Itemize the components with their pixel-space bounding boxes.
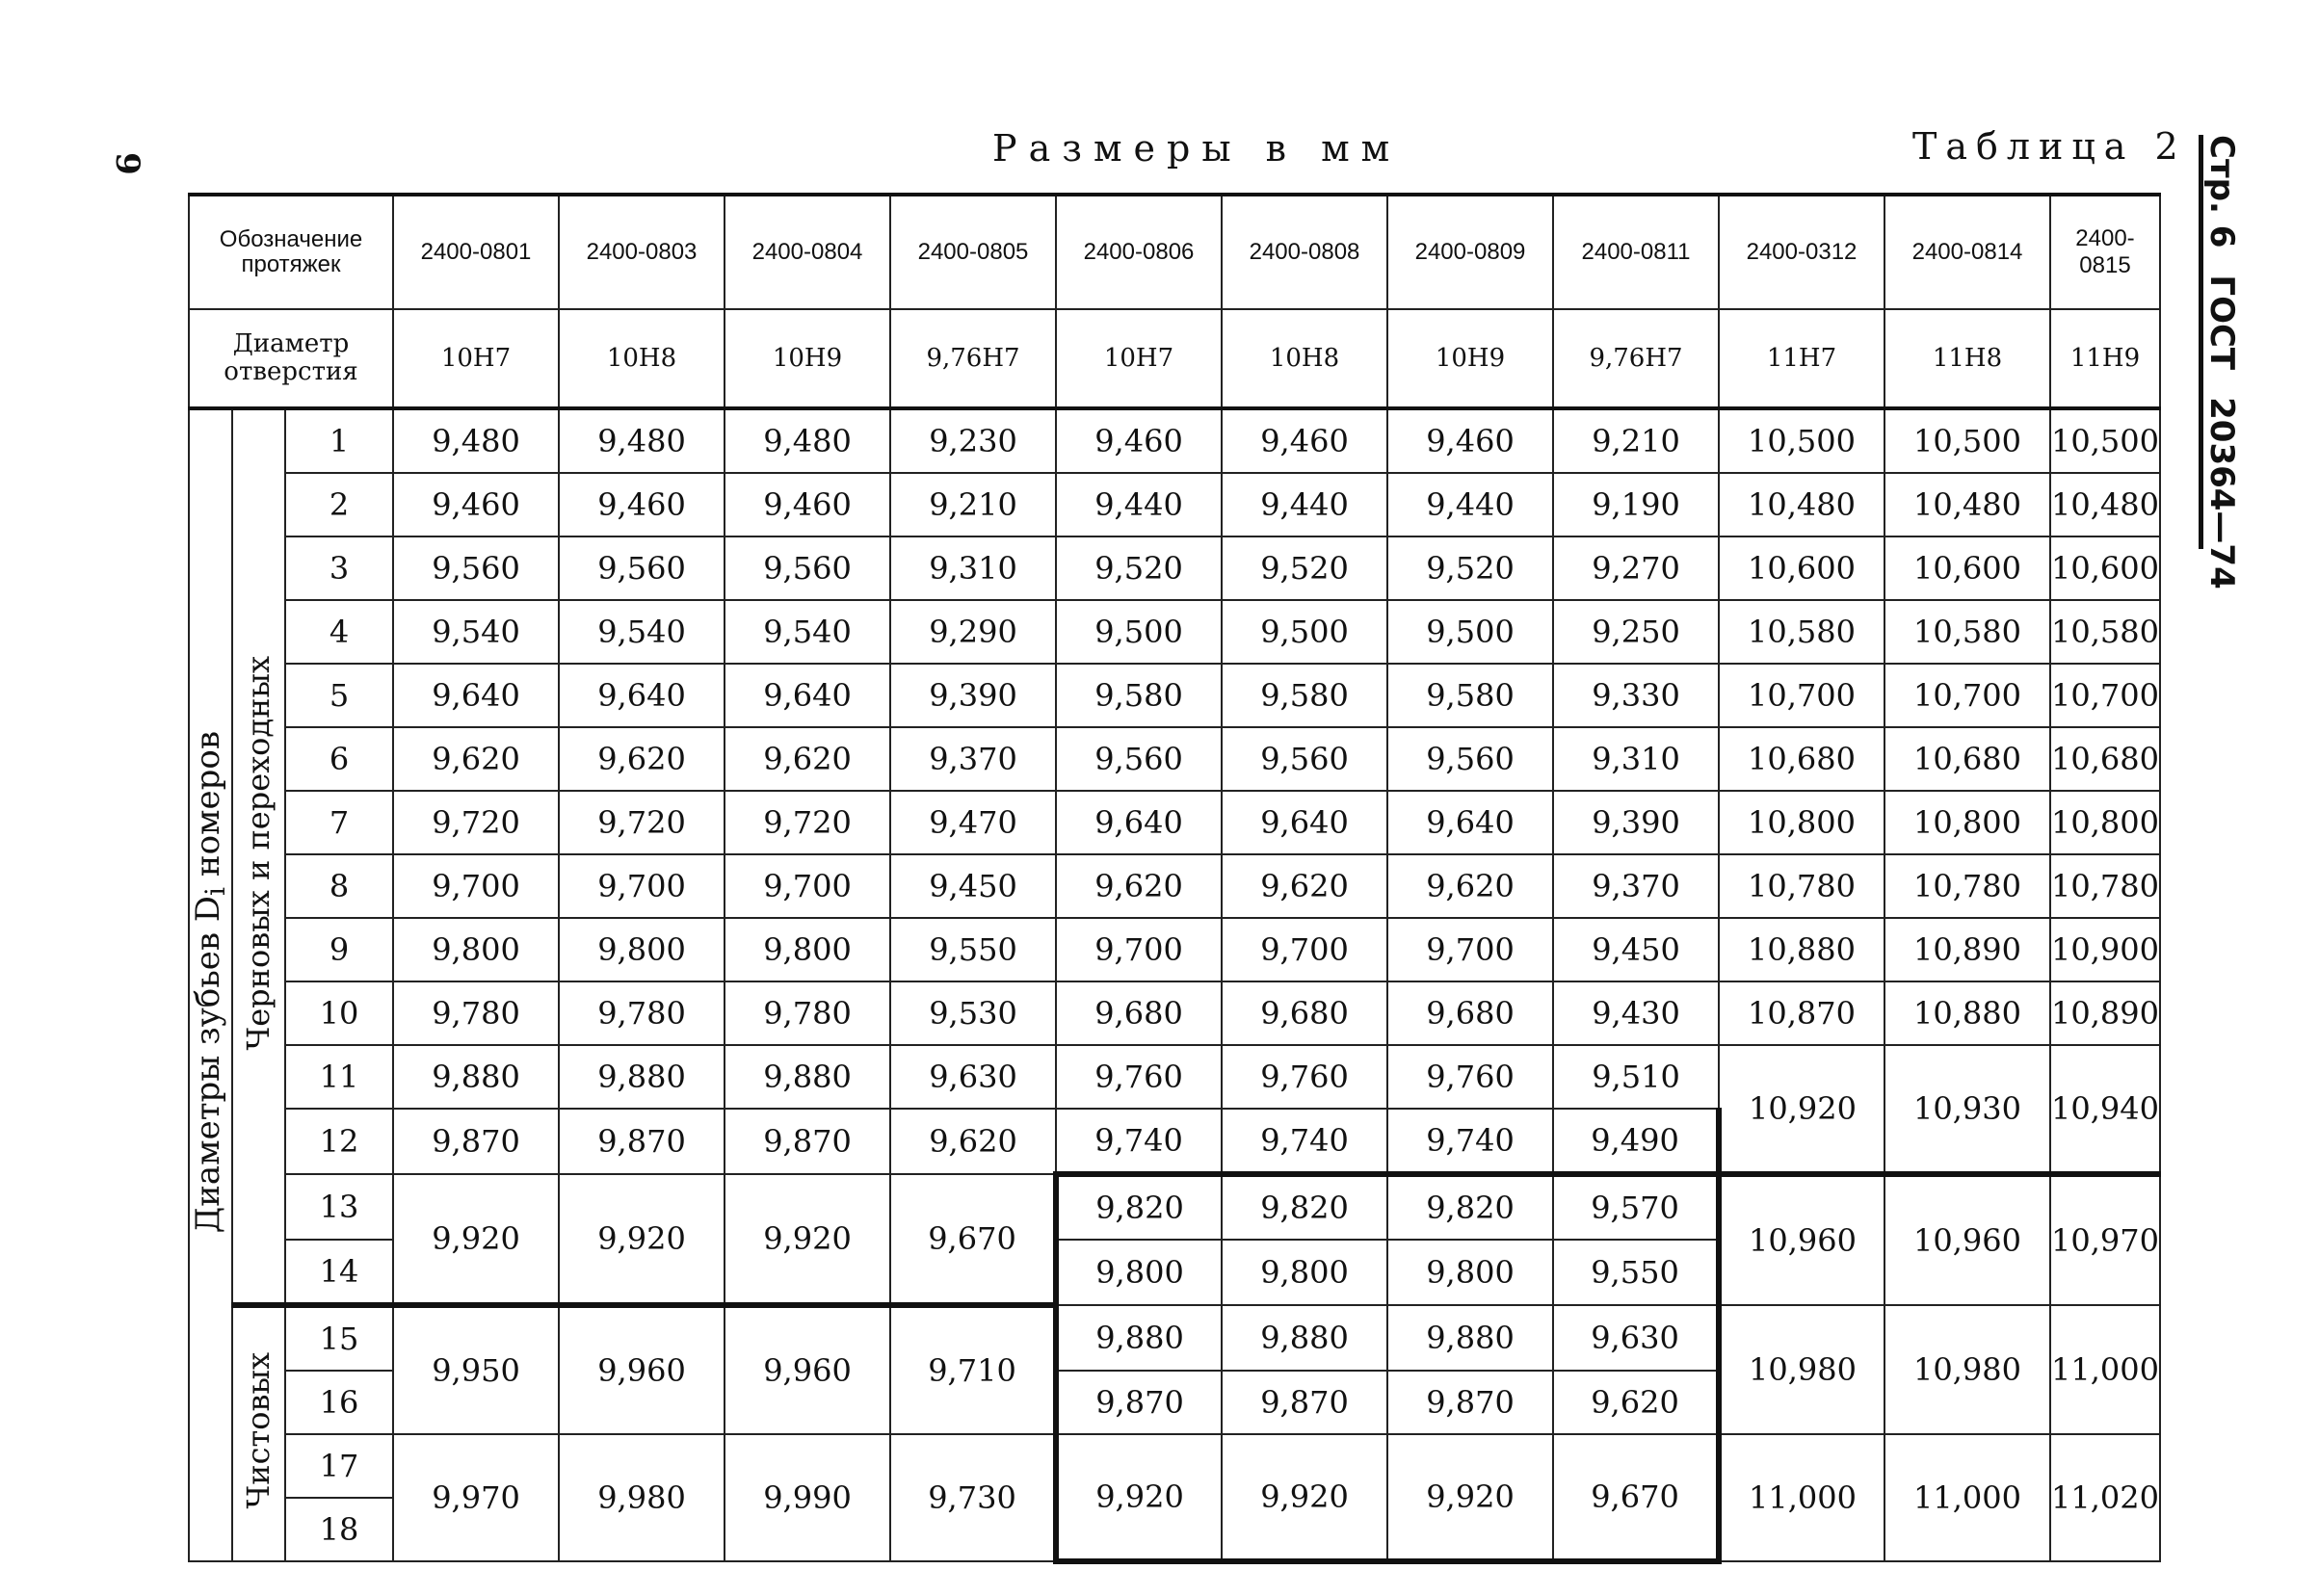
hole-diameter-2: 10H8 [559,309,725,408]
value-cell: 9,560 [1387,727,1553,791]
value-cell-merged: 9,920 [393,1174,559,1305]
value-cell: 9,290 [890,600,1056,664]
value-cell-merged: 10,980 [1719,1305,1884,1434]
table-row [189,1045,2160,1109]
value-cell: 9,740 [1056,1109,1222,1174]
value-cell: 9,190 [1553,473,1719,536]
designation-code-3: 2400-0804 [725,195,890,309]
group-rough-label [232,408,285,1305]
value-cell: 10,500 [1719,408,1884,473]
value-cell: 10,500 [2050,408,2160,473]
value-cell: 9,620 [1387,854,1553,918]
table-row [189,473,2160,536]
value-cell: 9,680 [1387,981,1553,1045]
value-cell: 9,880 [1056,1305,1222,1371]
designation-code-10: 2400-0814 [1884,195,2050,309]
value-cell: 9,580 [1387,664,1553,727]
value-cell-merged: 9,950 [393,1305,559,1434]
value-cell: 9,480 [559,408,725,473]
value-cell: 9,870 [1387,1371,1553,1434]
value-cell: 9,210 [1553,408,1719,473]
value-cell: 9,560 [393,536,559,600]
value-cell: 9,560 [1222,727,1387,791]
designation-code-5: 2400-0806 [1056,195,1222,309]
value-cell: 9,700 [1387,918,1553,981]
value-cell: 9,870 [559,1109,725,1174]
value-cell: 9,370 [1553,854,1719,918]
side-page: Стр. 6 [2202,135,2241,249]
tooth-number: 5 [285,664,393,727]
table-row [189,727,2160,791]
page-number: 9 [107,152,146,175]
value-cell-merged: 11,000 [1884,1434,2050,1561]
value-cell: 10,680 [1719,727,1884,791]
value-cell-merged: 10,970 [2050,1174,2160,1305]
value-cell: 9,870 [1222,1371,1387,1434]
hole-diameter-9: 11H7 [1719,309,1884,408]
value-cell: 9,450 [1553,918,1719,981]
group-all-text [191,731,230,1233]
value-cell-merged: 10,920 [1719,1045,1884,1174]
tooth-number: 8 [285,854,393,918]
value-cell: 9,460 [1222,408,1387,473]
group-rough-text: Черновых и переходных [239,655,277,1051]
value-cell: 9,490 [1553,1109,1719,1174]
value-cell: 9,440 [1056,473,1222,536]
value-cell-merged: 9,960 [725,1305,890,1434]
value-cell: 9,740 [1387,1109,1553,1174]
tooth-number: 13 [285,1174,393,1240]
value-cell: 10,580 [1719,600,1884,664]
hole-diameter-3: 10H9 [725,309,890,408]
value-cell: 9,480 [725,408,890,473]
value-cell: 9,760 [1222,1045,1387,1109]
value-cell-merged: 11,000 [2050,1305,2160,1434]
value-cell: 9,800 [1387,1240,1553,1305]
value-cell: 9,550 [1553,1240,1719,1305]
value-cell: 9,560 [559,536,725,600]
hole-diameter-11: 11H9 [2050,309,2160,408]
table-row [189,918,2160,981]
side-code: 20364—74 [2202,397,2241,589]
value-cell: 9,430 [1553,981,1719,1045]
value-cell: 10,890 [2050,981,2160,1045]
value-cell-merged: 11,000 [1719,1434,1884,1561]
value-cell: 9,870 [1056,1371,1222,1434]
tooth-number: 10 [285,981,393,1045]
value-cell: 9,530 [890,981,1056,1045]
value-cell: 10,800 [1884,791,2050,854]
table-row [189,1305,2160,1371]
value-cell: 9,390 [890,664,1056,727]
value-cell: 9,460 [559,473,725,536]
value-cell-merged: 9,970 [393,1434,559,1561]
value-cell: 9,500 [1056,600,1222,664]
designation-code-7: 2400-0809 [1387,195,1553,309]
value-cell: 9,820 [1056,1174,1222,1240]
value-cell: 9,560 [1056,727,1222,791]
table-row [189,1434,2160,1498]
value-cell: 9,620 [393,727,559,791]
value-cell-merged: 10,960 [1719,1174,1884,1305]
value-cell: 9,620 [1222,854,1387,918]
value-cell: 9,520 [1222,536,1387,600]
value-cell: 9,680 [1056,981,1222,1045]
value-cell: 9,620 [890,1109,1056,1174]
table-caption: Размеры в мм [992,127,1402,170]
value-cell: 9,880 [1387,1305,1553,1371]
table-row [189,981,2160,1045]
value-cell-merged: 10,980 [1884,1305,2050,1434]
sizes-table [188,193,2161,1564]
value-cell: 9,510 [1553,1045,1719,1109]
value-cell: 9,500 [1222,600,1387,664]
value-cell: 10,780 [1719,854,1884,918]
hole-diameter-8: 9,76H7 [1553,309,1719,408]
value-cell-merged: 9,990 [725,1434,890,1561]
value-cell: 9,670 [1553,1434,1719,1561]
value-cell: 10,480 [1719,473,1884,536]
tooth-number: 1 [285,408,393,473]
value-cell: 10,800 [1719,791,1884,854]
value-cell: 9,760 [1387,1045,1553,1109]
value-cell: 9,370 [890,727,1056,791]
value-cell: 10,480 [2050,473,2160,536]
value-cell-merged: 10,960 [1884,1174,2050,1305]
side-header [2199,135,2245,589]
tooth-number: 18 [285,1498,393,1561]
value-cell-merged: 9,670 [890,1174,1056,1305]
value-cell: 9,920 [1056,1434,1222,1561]
value-cell: 9,720 [559,791,725,854]
value-cell: 9,800 [1222,1240,1387,1305]
hole-diameter-4: 9,76H7 [890,309,1056,408]
table-row [189,600,2160,664]
value-cell: 10,700 [1884,664,2050,727]
value-cell: 9,920 [1222,1434,1387,1561]
value-cell: 9,460 [725,473,890,536]
value-cell-merged: 9,980 [559,1434,725,1561]
value-cell: 9,880 [393,1045,559,1109]
table-row [189,536,2160,600]
designation-header: Обозначение протяжек [189,195,393,309]
value-cell: 9,460 [1056,408,1222,473]
designation-code-4: 2400-0805 [890,195,1056,309]
tooth-number: 12 [285,1109,393,1174]
value-cell: 9,800 [393,918,559,981]
value-cell: 10,700 [1719,664,1884,727]
value-cell: 9,800 [559,918,725,981]
value-cell: 9,580 [1222,664,1387,727]
value-cell: 9,880 [1222,1305,1387,1371]
tooth-number: 7 [285,791,393,854]
value-cell: 10,680 [2050,727,2160,791]
group-all-label [189,408,232,1561]
tooth-number: 9 [285,918,393,981]
value-cell-merged: 9,730 [890,1434,1056,1561]
value-cell: 9,780 [725,981,890,1045]
value-cell: 9,470 [890,791,1056,854]
value-cell: 9,620 [559,727,725,791]
tooth-number: 15 [285,1305,393,1371]
value-cell: 9,870 [725,1109,890,1174]
value-cell: 10,880 [1884,981,2050,1045]
value-cell-merged: 10,940 [2050,1045,2160,1174]
table-number: Таблица 2 [1912,125,2187,168]
hole-diameter-6: 10H8 [1222,309,1387,408]
value-cell: 9,540 [725,600,890,664]
value-cell: 10,580 [1884,600,2050,664]
value-cell: 10,600 [1884,536,2050,600]
hole-diameter-7: 10H9 [1387,309,1553,408]
value-cell: 10,870 [1719,981,1884,1045]
hole-diameter-1: 10H7 [393,309,559,408]
value-cell: 10,780 [1884,854,2050,918]
tooth-number: 3 [285,536,393,600]
value-cell: 9,210 [890,473,1056,536]
value-cell-merged: 10,930 [1884,1045,2050,1174]
value-cell: 9,680 [1222,981,1387,1045]
value-cell: 9,700 [1056,918,1222,981]
value-cell: 9,700 [725,854,890,918]
value-cell: 9,880 [559,1045,725,1109]
value-cell: 10,780 [2050,854,2160,918]
group-finish-text: Чистовых [239,1352,277,1509]
value-cell: 9,630 [1553,1305,1719,1371]
value-cell: 9,880 [725,1045,890,1109]
tooth-number: 14 [285,1240,393,1305]
value-cell: 9,460 [393,473,559,536]
designation-code-2: 2400-0803 [559,195,725,309]
table-row [189,1174,2160,1240]
value-cell: 9,330 [1553,664,1719,727]
table-row [189,408,2160,473]
value-cell: 9,540 [393,600,559,664]
value-cell: 9,620 [1056,854,1222,918]
value-cell: 9,230 [890,408,1056,473]
value-cell-merged: 9,920 [559,1174,725,1305]
value-cell-merged: 11,020 [2050,1434,2160,1561]
value-cell: 9,630 [890,1045,1056,1109]
value-cell: 9,820 [1387,1174,1553,1240]
value-cell: 9,800 [725,918,890,981]
value-cell-merged: 9,710 [890,1305,1056,1434]
designation-code-1: 2400-0801 [393,195,559,309]
table-row [189,791,2160,854]
tooth-number: 4 [285,600,393,664]
value-cell: 9,620 [725,727,890,791]
value-cell: 9,310 [1553,727,1719,791]
value-cell: 9,450 [890,854,1056,918]
group-all-main: Диаметры зубьев D [189,895,228,1234]
value-cell: 9,310 [890,536,1056,600]
value-cell: 9,390 [1553,791,1719,854]
value-cell: 9,700 [559,854,725,918]
value-cell-merged: 9,920 [725,1174,890,1305]
value-cell: 9,870 [393,1109,559,1174]
value-cell: 9,440 [1222,473,1387,536]
tooth-number: 2 [285,473,393,536]
value-cell: 10,800 [2050,791,2160,854]
value-cell: 9,780 [559,981,725,1045]
tooth-number: 17 [285,1434,393,1498]
value-cell: 9,700 [1222,918,1387,981]
value-cell: 9,540 [559,600,725,664]
group-finish-label [232,1305,285,1561]
value-cell: 9,520 [1056,536,1222,600]
tooth-number: 11 [285,1045,393,1109]
value-cell: 9,740 [1222,1109,1387,1174]
value-cell: 9,550 [890,918,1056,981]
value-cell: 9,640 [1387,791,1553,854]
value-cell: 9,270 [1553,536,1719,600]
value-cell: 10,700 [2050,664,2160,727]
table-row [189,854,2160,918]
value-cell: 10,890 [1884,918,2050,981]
value-cell: 9,780 [393,981,559,1045]
diameter-header: Диаметр отверстия [189,309,393,408]
value-cell: 9,720 [725,791,890,854]
designation-code-9: 2400-0312 [1719,195,1884,309]
value-cell: 9,500 [1387,600,1553,664]
table-row [189,664,2160,727]
tooth-number: 6 [285,727,393,791]
designation-code-8: 2400-0811 [1553,195,1719,309]
value-cell: 9,640 [1056,791,1222,854]
value-cell: 9,760 [1056,1045,1222,1109]
designation-code-11: 2400-0815 [2050,195,2160,309]
group-all-sub: i [198,886,231,896]
value-cell-merged: 9,960 [559,1305,725,1434]
value-cell: 9,480 [393,408,559,473]
value-cell: 9,440 [1387,473,1553,536]
value-cell: 9,580 [1056,664,1222,727]
value-cell: 9,520 [1387,536,1553,600]
value-cell: 9,250 [1553,600,1719,664]
value-cell: 9,620 [1553,1371,1719,1434]
value-cell: 9,920 [1387,1434,1553,1561]
value-cell: 9,570 [1553,1174,1719,1240]
tooth-number: 16 [285,1371,393,1434]
hole-diameter-5: 10H7 [1056,309,1222,408]
hole-diameter-10: 11H8 [1884,309,2050,408]
value-cell: 10,600 [2050,536,2160,600]
value-cell: 10,500 [1884,408,2050,473]
value-cell: 9,700 [393,854,559,918]
value-cell: 10,900 [2050,918,2160,981]
value-cell: 9,640 [393,664,559,727]
side-standard: ГОСТ [2202,275,2241,371]
value-cell: 10,600 [1719,536,1884,600]
value-cell: 9,720 [393,791,559,854]
value-cell: 10,480 [1884,473,2050,536]
value-cell: 10,680 [1884,727,2050,791]
group-all-tail: номеров [189,730,228,887]
value-cell: 9,560 [725,536,890,600]
value-cell: 10,580 [2050,600,2160,664]
value-cell: 9,820 [1222,1174,1387,1240]
value-cell: 9,640 [1222,791,1387,854]
value-cell: 9,800 [1056,1240,1222,1305]
value-cell: 10,880 [1719,918,1884,981]
value-cell: 9,460 [1387,408,1553,473]
designation-code-6: 2400-0808 [1222,195,1387,309]
value-cell: 9,640 [725,664,890,727]
value-cell: 9,640 [559,664,725,727]
